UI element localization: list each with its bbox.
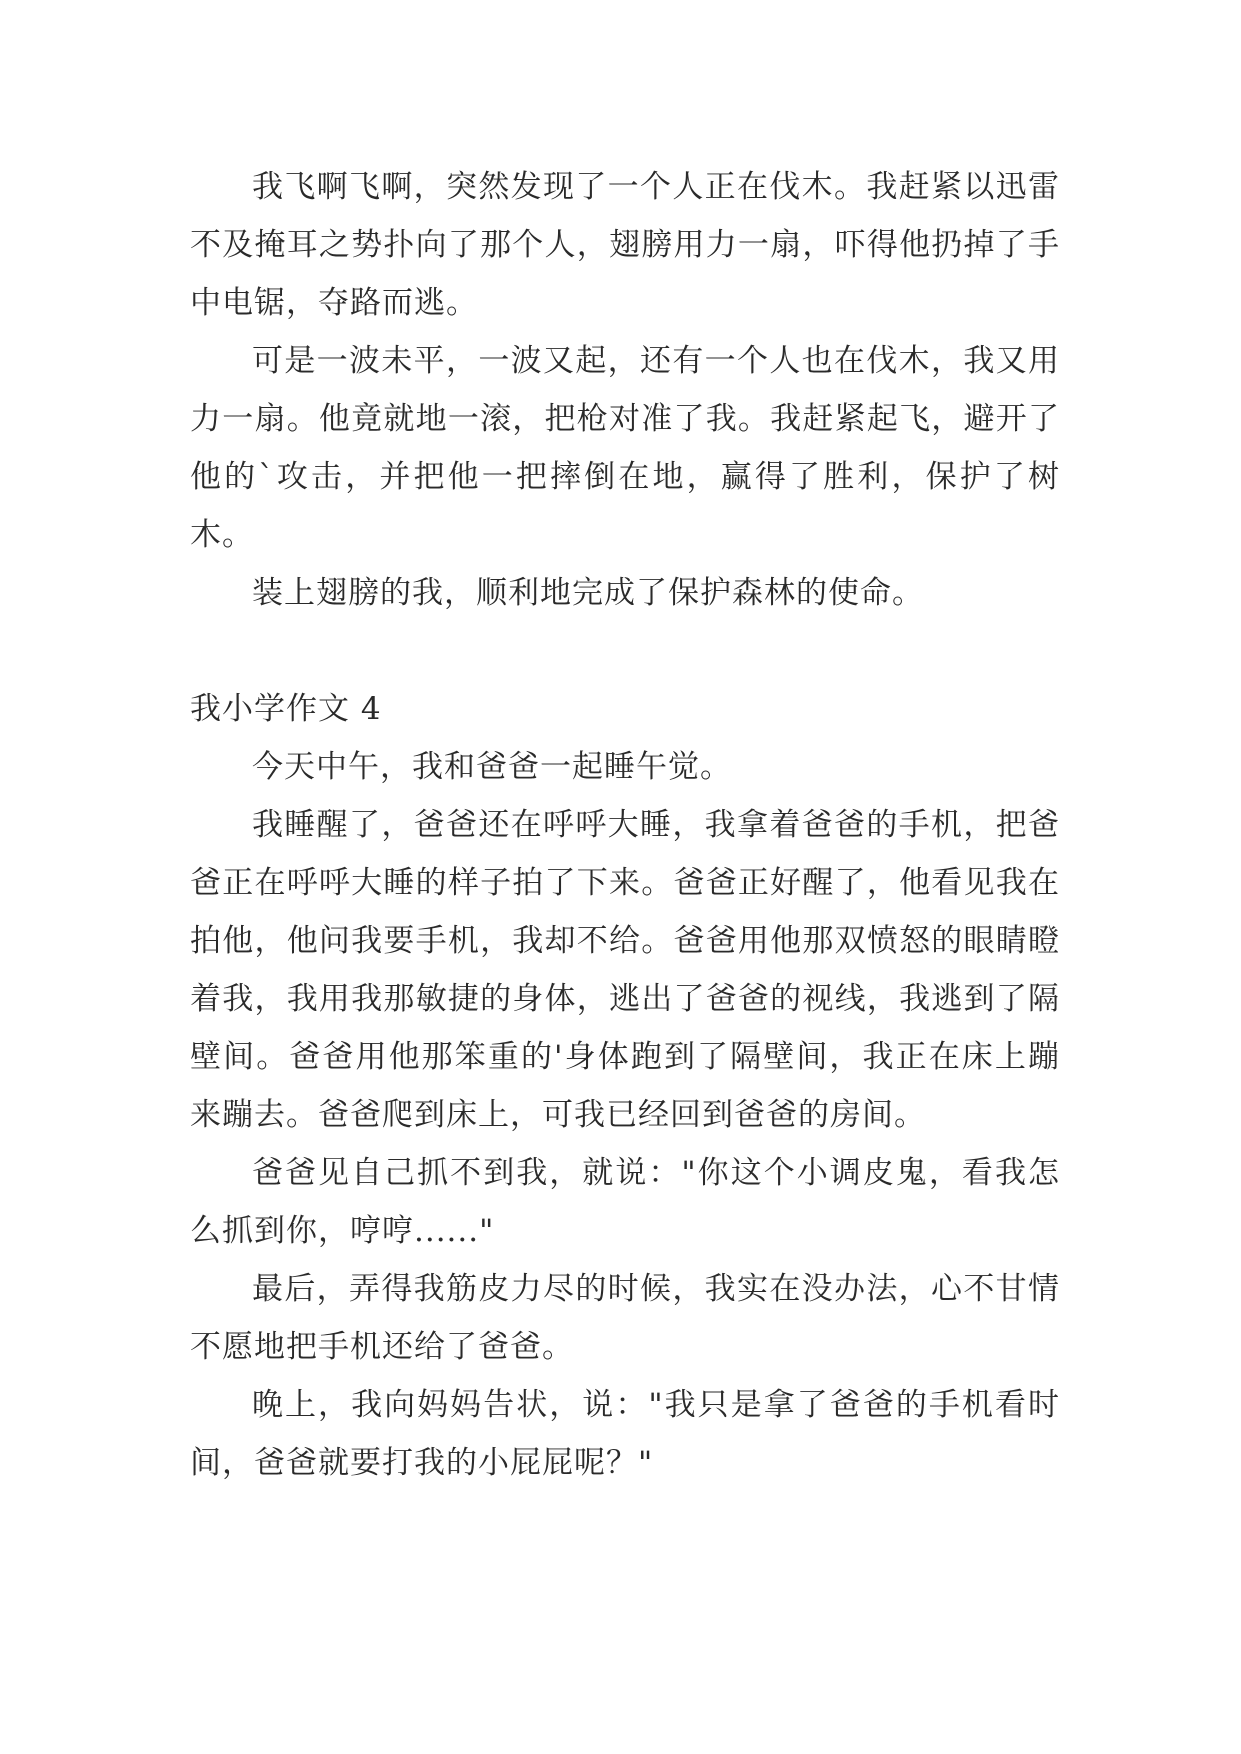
paragraph: 我飞啊飞啊，突然发现了一个人正在伐木。我赶紧以迅雷不及掩耳之势扑向了那个人，翅膀用力一扇，吓得他扔掉了手中电锯，夺路而逃。: [190, 169, 1060, 321]
paragraph: 可是一波未平，一波又起，还有一个人也在伐木，我又用力一扇。他竟就地一滚，把枪对准了我。我赶紧起飞，避开了他的`攻击，并把他一把摔倒在地，赢得了胜利，保护了树木。: [190, 343, 1060, 553]
paragraph: 晚上，我向妈妈告状，说："我只是拿了爸爸的手机看时间，爸爸就要打我的小屁屁呢？": [190, 1387, 1060, 1481]
paragraph: 爸爸见自己抓不到我，就说："你这个小调皮鬼，看我怎么抓到你，哼哼......": [190, 1155, 1060, 1249]
paragraph: 今天中午，我和爸爸一起睡午觉。: [252, 749, 732, 785]
paragraph: 装上翅膀的我，顺利地完成了保护森林的使命。: [252, 575, 924, 611]
essay-heading: 我小学作文 4: [190, 691, 382, 727]
paragraph: 最后，弄得我筋皮力尽的时候，我实在没办法，心不甘情不愿地把手机还给了爸爸。: [190, 1271, 1060, 1365]
paragraph: 我睡醒了，爸爸还在呼呼大睡，我拿着爸爸的手机，把爸爸正在呼呼大睡的样子拍了下来。爸爸正好醒了，他看见我在拍他，他问我要手机，我却不给。爸爸用他那双愤怒的眼睛瞪着我，我用我那敏捷的身体，逃出了爸爸的视线，我逃到了隔壁间。爸爸用他那笨重的'身体跑到了隔壁间，我正在床上蹦来蹦去。爸爸爬到床上，可我已经回到爸爸的房间。: [190, 807, 1060, 1133]
document-body: [190, 158, 1060, 1492]
